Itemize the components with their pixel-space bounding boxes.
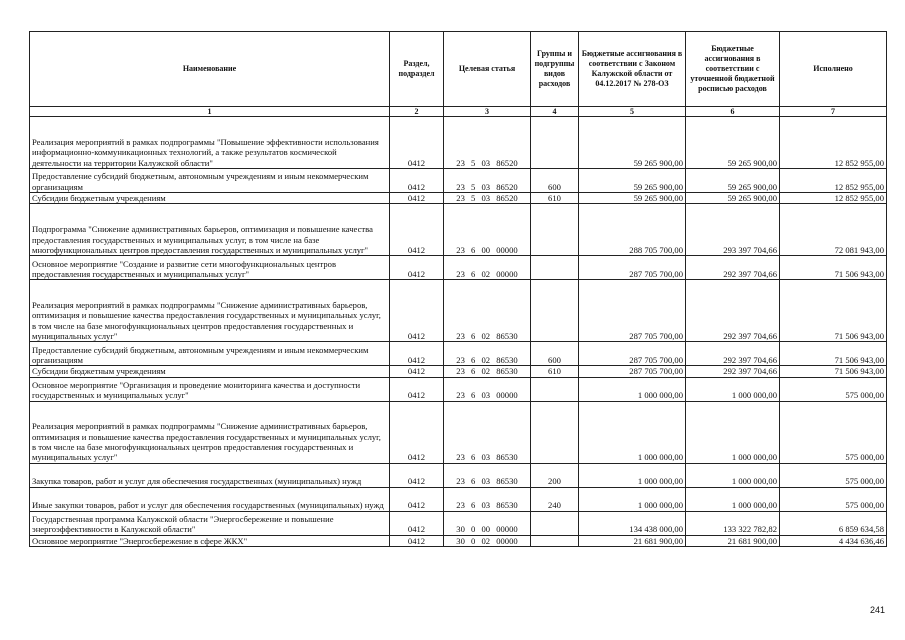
row-target: 23 6 02 00000	[444, 256, 531, 280]
row-group: 240	[531, 487, 579, 511]
row-executed-amount: 71 506 943,00	[780, 342, 887, 366]
header-name: Наименование	[30, 32, 390, 107]
row-refined-amount: 59 265 900,00	[686, 117, 780, 169]
header-section: Раздел, подраздел	[390, 32, 444, 107]
row-executed-amount: 575 000,00	[780, 487, 887, 511]
row-law-amount: 21 681 900,00	[579, 535, 686, 546]
header-group: Группы и подгруппы видов расходов	[531, 32, 579, 107]
row-target: 23 6 02 86530	[444, 342, 531, 366]
row-group: 600	[531, 169, 579, 193]
row-name: Основное мероприятие "Создание и развитие сети многофункциональных центров предоставления государственных и муниципальных услуг"	[30, 256, 390, 280]
row-section: 0412	[390, 401, 444, 463]
row-name: Подпрограмма "Снижение административных барьеров, оптимизация и повышение качества предоставления государственных и муниципальных услуг, в том числе на базе многофункциональных центров предоставления государственных и муниципальных услуг"	[30, 204, 390, 256]
table-row	[30, 342, 887, 366]
row-name: Субсидии бюджетным учреждениям	[30, 366, 390, 377]
row-executed-amount: 575 000,00	[780, 463, 887, 487]
row-name: Реализация мероприятий в рамках подпрограммы "Снижение административных барьеров, оптимизация и повышение качества предоставления государственных и муниципальных услуг, в том числе на базе многофункциональных центров предоставления государственных и муниципальных услуг"	[30, 401, 390, 463]
row-name: Государственная программа Калужской области "Энергосбережение и повышение энергоэффективности в Калужской области"	[30, 511, 390, 535]
row-name: Субсидии бюджетным учреждениям	[30, 193, 390, 204]
row-name: Реализация мероприятий в рамках подпрограммы "Снижение административных барьеров, оптимизация и повышение качества предоставления государственных и муниципальных услуг, в том числе на базе многофункциональных центров предоставления государственных и муниципальных услуг"	[30, 280, 390, 342]
row-target: 23 5 03 86520	[444, 193, 531, 204]
row-refined-amount: 21 681 900,00	[686, 535, 780, 546]
row-group	[531, 204, 579, 256]
row-law-amount: 288 705 700,00	[579, 204, 686, 256]
row-group	[531, 535, 579, 546]
table-row	[30, 169, 887, 193]
row-executed-amount: 71 506 943,00	[780, 256, 887, 280]
table-row	[30, 401, 887, 463]
row-section: 0412	[390, 463, 444, 487]
column-number: 3	[444, 107, 531, 117]
row-target: 23 6 00 00000	[444, 204, 531, 256]
row-refined-amount: 292 397 704,66	[686, 256, 780, 280]
table-row	[30, 280, 887, 342]
row-group: 610	[531, 193, 579, 204]
row-law-amount: 287 705 700,00	[579, 256, 686, 280]
table-row	[30, 204, 887, 256]
row-section: 0412	[390, 487, 444, 511]
row-executed-amount: 6 859 634,58	[780, 511, 887, 535]
row-target: 23 5 03 86520	[444, 117, 531, 169]
row-executed-amount: 575 000,00	[780, 401, 887, 463]
row-refined-amount: 292 397 704,66	[686, 342, 780, 366]
row-section: 0412	[390, 193, 444, 204]
row-refined-amount: 133 322 782,82	[686, 511, 780, 535]
row-law-amount: 287 705 700,00	[579, 366, 686, 377]
column-number: 2	[390, 107, 444, 117]
column-number: 7	[780, 107, 887, 117]
page-number: 241	[869, 605, 885, 615]
row-law-amount: 1 000 000,00	[579, 463, 686, 487]
row-target: 23 6 03 00000	[444, 377, 531, 401]
row-executed-amount: 12 852 955,00	[780, 193, 887, 204]
row-law-amount: 59 265 900,00	[579, 169, 686, 193]
row-group	[531, 117, 579, 169]
table-row	[30, 377, 887, 401]
row-section: 0412	[390, 511, 444, 535]
table-row	[30, 366, 887, 377]
row-target: 23 6 02 86530	[444, 366, 531, 377]
row-refined-amount: 293 397 704,66	[686, 204, 780, 256]
row-refined-amount: 1 000 000,00	[686, 377, 780, 401]
row-group	[531, 377, 579, 401]
row-target: 30 0 02 00000	[444, 535, 531, 546]
column-number: 1	[30, 107, 390, 117]
column-number: 5	[579, 107, 686, 117]
row-target: 23 6 03 86530	[444, 401, 531, 463]
row-refined-amount: 292 397 704,66	[686, 280, 780, 342]
row-law-amount: 59 265 900,00	[579, 117, 686, 169]
table-row	[30, 256, 887, 280]
row-refined-amount: 1 000 000,00	[686, 401, 780, 463]
header-law: Бюджетные ассигнования в соответствии с Законом Калужской области от 04.12.2017 № 278-ОЗ	[579, 32, 686, 107]
table-row	[30, 511, 887, 535]
row-executed-amount: 4 434 636,46	[780, 535, 887, 546]
row-law-amount: 1 000 000,00	[579, 377, 686, 401]
row-section: 0412	[390, 342, 444, 366]
row-target: 23 6 02 86530	[444, 280, 531, 342]
row-target: 23 5 03 86520	[444, 169, 531, 193]
header-row	[30, 32, 887, 107]
row-group	[531, 280, 579, 342]
column-number: 6	[686, 107, 780, 117]
table-row	[30, 463, 887, 487]
row-group: 610	[531, 366, 579, 377]
row-law-amount: 1 000 000,00	[579, 487, 686, 511]
row-law-amount: 1 000 000,00	[579, 401, 686, 463]
row-group: 200	[531, 463, 579, 487]
row-law-amount: 59 265 900,00	[579, 193, 686, 204]
row-law-amount: 134 438 000,00	[579, 511, 686, 535]
row-law-amount: 287 705 700,00	[579, 342, 686, 366]
row-target: 23 6 03 86530	[444, 487, 531, 511]
row-name: Иные закупки товаров, работ и услуг для обеспечения государственных (муниципальных) нужд	[30, 487, 390, 511]
row-section: 0412	[390, 117, 444, 169]
row-refined-amount: 1 000 000,00	[686, 463, 780, 487]
row-section: 0412	[390, 204, 444, 256]
row-law-amount: 287 705 700,00	[579, 280, 686, 342]
row-name: Реализация мероприятий в рамках подпрограммы "Повышение эффективности использования информационно-коммуникационных технологий, а также результатов космической деятельности на территории Калужской области"	[30, 117, 390, 169]
column-number-row	[30, 107, 887, 117]
row-executed-amount: 575 000,00	[780, 377, 887, 401]
row-executed-amount: 12 852 955,00	[780, 117, 887, 169]
row-section: 0412	[390, 366, 444, 377]
row-executed-amount: 71 506 943,00	[780, 280, 887, 342]
row-name: Предоставление субсидий бюджетным, автономным учреждениям и иным некоммерческим организациям	[30, 342, 390, 366]
header-executed: Исполнено	[780, 32, 887, 107]
row-section: 0412	[390, 169, 444, 193]
row-section: 0412	[390, 535, 444, 546]
table-row	[30, 117, 887, 169]
row-group	[531, 401, 579, 463]
row-target: 23 6 03 86530	[444, 463, 531, 487]
row-executed-amount: 72 081 943,00	[780, 204, 887, 256]
row-name: Основное мероприятие "Организация и проведение мониторинга качества и доступности государственных и муниципальных услуг"	[30, 377, 390, 401]
row-refined-amount: 59 265 900,00	[686, 193, 780, 204]
table-row	[30, 487, 887, 511]
row-refined-amount: 1 000 000,00	[686, 487, 780, 511]
row-refined-amount: 59 265 900,00	[686, 169, 780, 193]
table-row	[30, 193, 887, 204]
table-row	[30, 535, 887, 546]
row-group	[531, 511, 579, 535]
row-executed-amount: 12 852 955,00	[780, 169, 887, 193]
header-refined: Бюджетные ассигнования в соответствии с уточненной бюджетной росписью расходов	[686, 32, 780, 107]
row-name: Предоставление субсидий бюджетным, автономным учреждениям и иным некоммерческим организациям	[30, 169, 390, 193]
row-executed-amount: 71 506 943,00	[780, 366, 887, 377]
row-section: 0412	[390, 256, 444, 280]
column-number: 4	[531, 107, 579, 117]
row-name: Закупка товаров, работ и услуг для обеспечения государственных (муниципальных) нужд	[30, 463, 390, 487]
row-section: 0412	[390, 377, 444, 401]
header-target: Целевая статья	[444, 32, 531, 107]
row-target: 30 0 00 00000	[444, 511, 531, 535]
row-group: 600	[531, 342, 579, 366]
row-name: Основное мероприятие "Энергосбережение в сфере ЖКХ"	[30, 535, 390, 546]
row-refined-amount: 292 397 704,66	[686, 366, 780, 377]
row-section: 0412	[390, 280, 444, 342]
budget-table	[29, 31, 887, 547]
row-group	[531, 256, 579, 280]
